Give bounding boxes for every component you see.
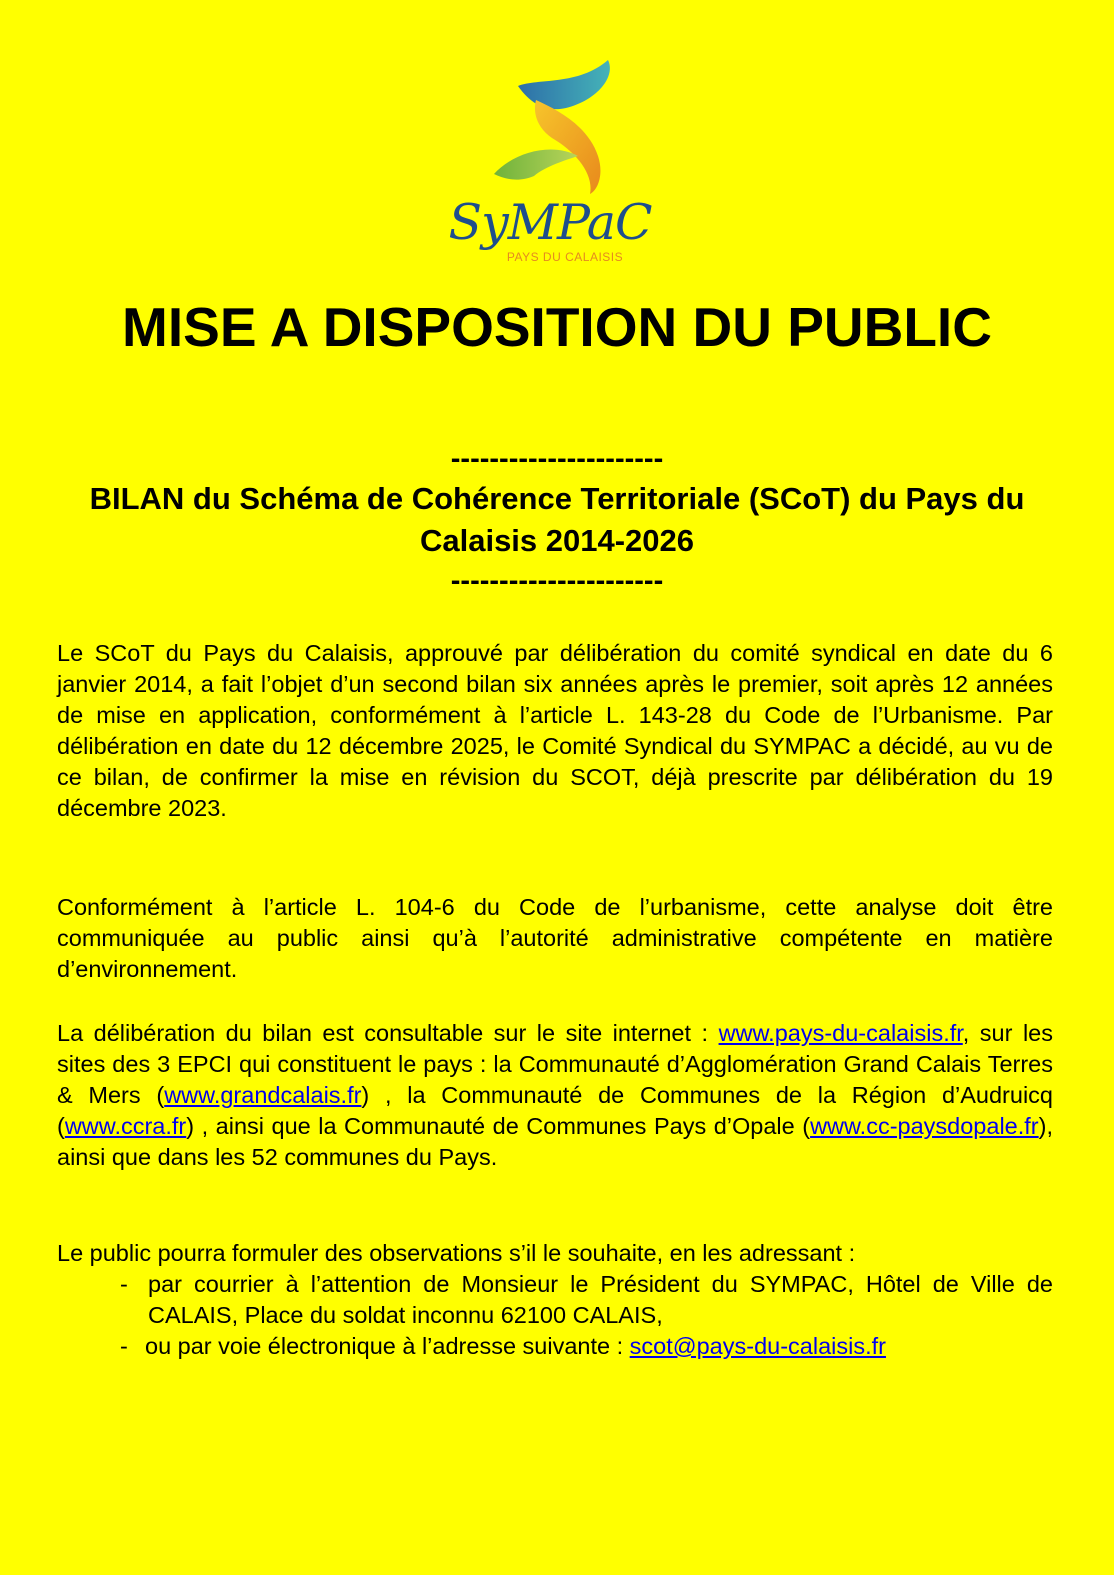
observations-intro: Le public pourra formuler des observations s’il le souhaite, en les adressant : bbox=[57, 1240, 856, 1266]
link-cc-paysdopale[interactable]: www.cc-paysdopale.fr bbox=[810, 1113, 1039, 1139]
consultation-text-1: La délibération du bilan est consultable sur le site internet : bbox=[57, 1020, 719, 1046]
list-item-email bbox=[57, 1331, 1053, 1362]
item-courrier-text: par courrier à l’attention de Monsieur le Président du SYMPAC, Hôtel de Ville de CALAIS, Place du soldat inconnu 62100 CALAIS, bbox=[148, 1271, 1053, 1328]
list-item-courrier bbox=[57, 1269, 1053, 1331]
list-dash: - bbox=[120, 1333, 128, 1359]
logo-subtitle: PAYS DU CALAISIS bbox=[506, 250, 624, 264]
page-title: MISE A DISPOSITION DU PUBLIC bbox=[122, 296, 992, 358]
observations-list bbox=[57, 1269, 1053, 1362]
link-pays-du-calaisis[interactable]: www.pays-du-calaisis.fr bbox=[718, 1020, 963, 1046]
link-email-scot[interactable]: scot@pays-du-calaisis.fr bbox=[629, 1333, 886, 1359]
sympac-logo bbox=[448, 56, 652, 272]
paragraph-article: Conformément à l’article L. 104-6 du Code de l’urbanisme, cette analyse doit être communiquée au public ainsi qu’à l’autorité administrative compétente en matière d’environnement. bbox=[57, 894, 1053, 982]
consultation-text-5: ), ainsi que dans les 52 communes du Pays. bbox=[57, 1113, 1053, 1170]
separator-bottom: ---------------------- bbox=[450, 565, 664, 597]
separator-top: ---------------------- bbox=[450, 443, 664, 475]
item-email-text: ou par voie électronique à l’adresse suivante : bbox=[145, 1333, 630, 1359]
consultation-text-3: ) , la Communauté de Communes de la Région d’Audruicq ( bbox=[57, 1082, 1053, 1139]
paragraph-approval: Le SCoT du Pays du Calaisis, approuvé par délibération du comité syndical en date du 6 janvier 2014, a fait l’objet d’un second bilan six années après le premier, soit après 12 années de mise en application, conformément à l’article L. 143-28 du Code de l’Urbanisme. Par délibération en date du 12 décembre 2025, le Comité Syndical du SYMPAC a décidé, au vu de ce bilan, de confirmer la mise en révision du SCOT, déjà prescrite par délibération du 19 décembre 2023. bbox=[57, 640, 1053, 821]
consultation-text-2: , sur les sites des 3 EPCI qui constituent le pays : la Communauté d’Agglomération Grand Calais Terres & Mers ( bbox=[57, 1020, 1053, 1108]
consultation-text-4: ) , ainsi que la Communauté de Communes Pays d’Opale ( bbox=[186, 1113, 811, 1139]
paragraph-consultation bbox=[57, 1018, 1053, 1173]
list-dash: - bbox=[120, 1271, 128, 1297]
logo-ribbon-icon bbox=[448, 56, 652, 196]
link-ccra[interactable]: www.ccra.fr bbox=[64, 1113, 187, 1139]
logo-name: SyMPaC bbox=[448, 194, 652, 251]
paragraph-observations bbox=[57, 1238, 1053, 1362]
link-grandcalais[interactable]: www.grandcalais.fr bbox=[164, 1082, 362, 1108]
document-subtitle: BILAN du Schéma de Cohérence Territoriale (SCoT) du Pays du Calaisis 2014-2026 bbox=[89, 481, 1025, 558]
